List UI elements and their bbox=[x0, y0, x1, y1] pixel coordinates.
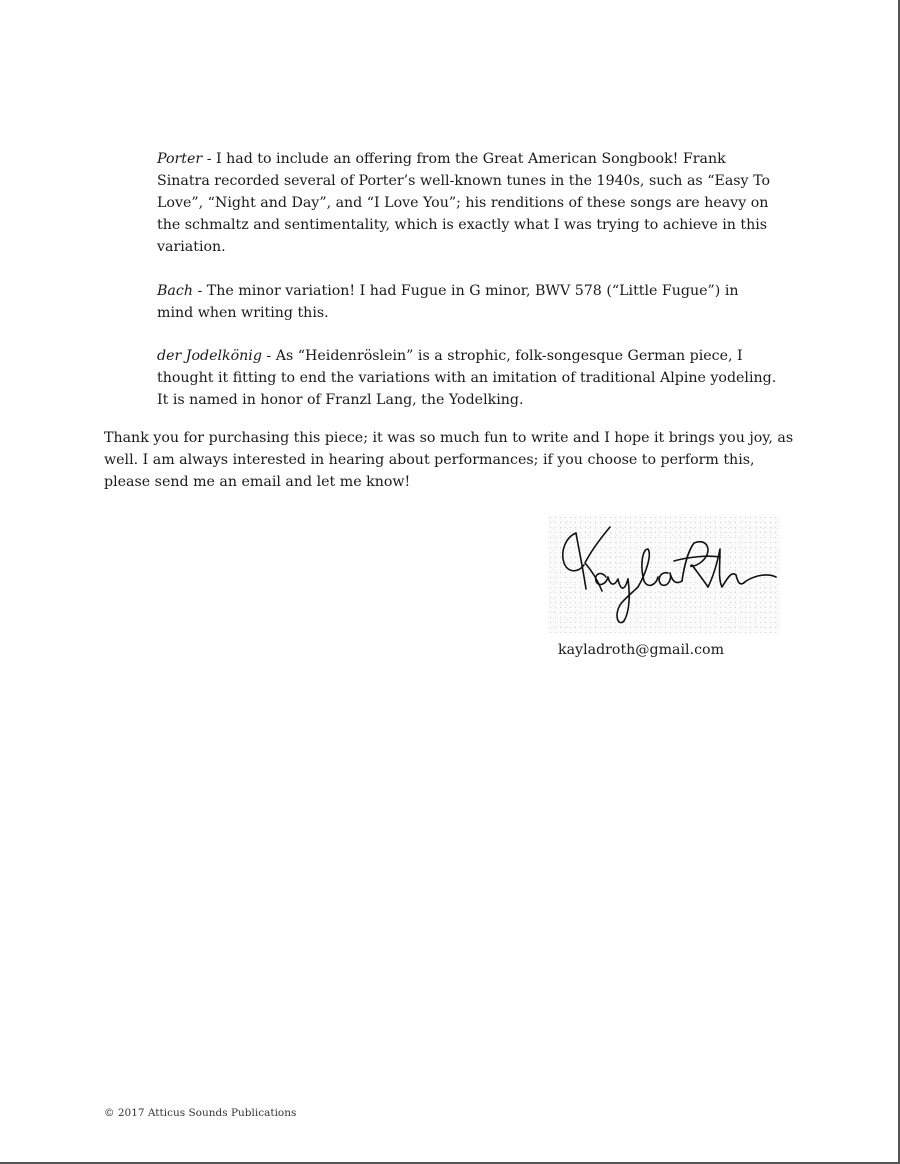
note-bach bbox=[157, 280, 777, 324]
contact-email: kayladroth@gmail.com bbox=[558, 642, 725, 658]
note-porter bbox=[157, 148, 777, 258]
note-text: - As “Heidenröslein” is a strophic, folk-songesque German piece, I thought it fitting to end the variations with an imitation of traditional Alpine yodeling. It is named in honor of Franzl Lang, the Yodelking. bbox=[157, 348, 777, 408]
note-title: der Jodelkönig bbox=[157, 348, 262, 364]
note-jodelkonig bbox=[157, 345, 777, 411]
note-title: Porter bbox=[157, 151, 203, 167]
note-title: Bach bbox=[157, 283, 193, 299]
note-text: - The minor variation! I had Fugue in G minor, BWV 578 (“Little Fugue”) in mind when writing this. bbox=[157, 283, 739, 321]
signature-image bbox=[548, 515, 780, 633]
signature-icon bbox=[548, 515, 780, 633]
note-text: - I had to include an offering from the Great American Songbook! Frank Sinatra recorded several of Porter’s well-known tunes in the 1940s, such as “Easy To Love”, “Night and Day”, and “I Love You”; his renditions of these songs are heavy on the schmaltz and sentimentality, which is exactly what I was trying to achieve in this variation. bbox=[157, 151, 770, 255]
copyright-notice: © 2017 Atticus Sounds Publications bbox=[104, 1107, 297, 1119]
closing-paragraph: Thank you for purchasing this piece; it was so much fun to write and I hope it brings you joy, as well. I am always interested in hearing about performances; if you choose to perform this, please send me an email and let me know! bbox=[104, 430, 794, 490]
